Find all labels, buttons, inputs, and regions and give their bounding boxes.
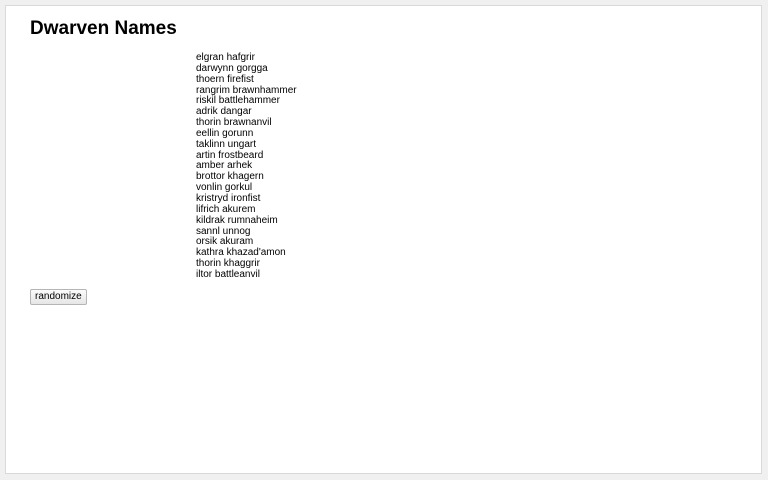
name-item: kathra khazad'amon: [196, 247, 286, 259]
name-item: orsik akuram: [196, 236, 254, 248]
name-item: amber arhek: [196, 160, 253, 172]
name-item: artin frostbeard: [196, 149, 264, 161]
name-item: lifrich akurem: [196, 203, 256, 215]
name-item: riskil battlehammer: [196, 95, 280, 107]
randomize-button[interactable]: randomize: [30, 289, 87, 305]
name-item: brottor khagern: [196, 171, 264, 183]
name-item: adrik dangar: [196, 106, 252, 118]
name-item: thoern firefist: [196, 73, 254, 85]
name-item: kildrak rumnaheim: [196, 214, 278, 226]
name-item: eellin gorunn: [196, 127, 254, 139]
name-item: thorin brawnanvil: [196, 117, 272, 129]
name-item: elgran hafgrir: [196, 52, 255, 63]
name-item: kristryd ironfist: [196, 192, 261, 204]
name-item: taklinn ungart: [196, 138, 257, 150]
names-list: [196, 53, 297, 281]
name-item: iltor battleanvil: [196, 268, 260, 280]
name-item: thorin khaggrir: [196, 258, 260, 270]
name-item: vonlin gorkul: [196, 182, 253, 194]
name-item: darwynn gorgga: [196, 62, 268, 74]
name-item: sannl unnog: [196, 225, 251, 237]
page-frame: [5, 5, 762, 474]
name-item: rangrim brawnhammer: [196, 84, 297, 96]
page-title: Dwarven Names: [30, 18, 177, 39]
